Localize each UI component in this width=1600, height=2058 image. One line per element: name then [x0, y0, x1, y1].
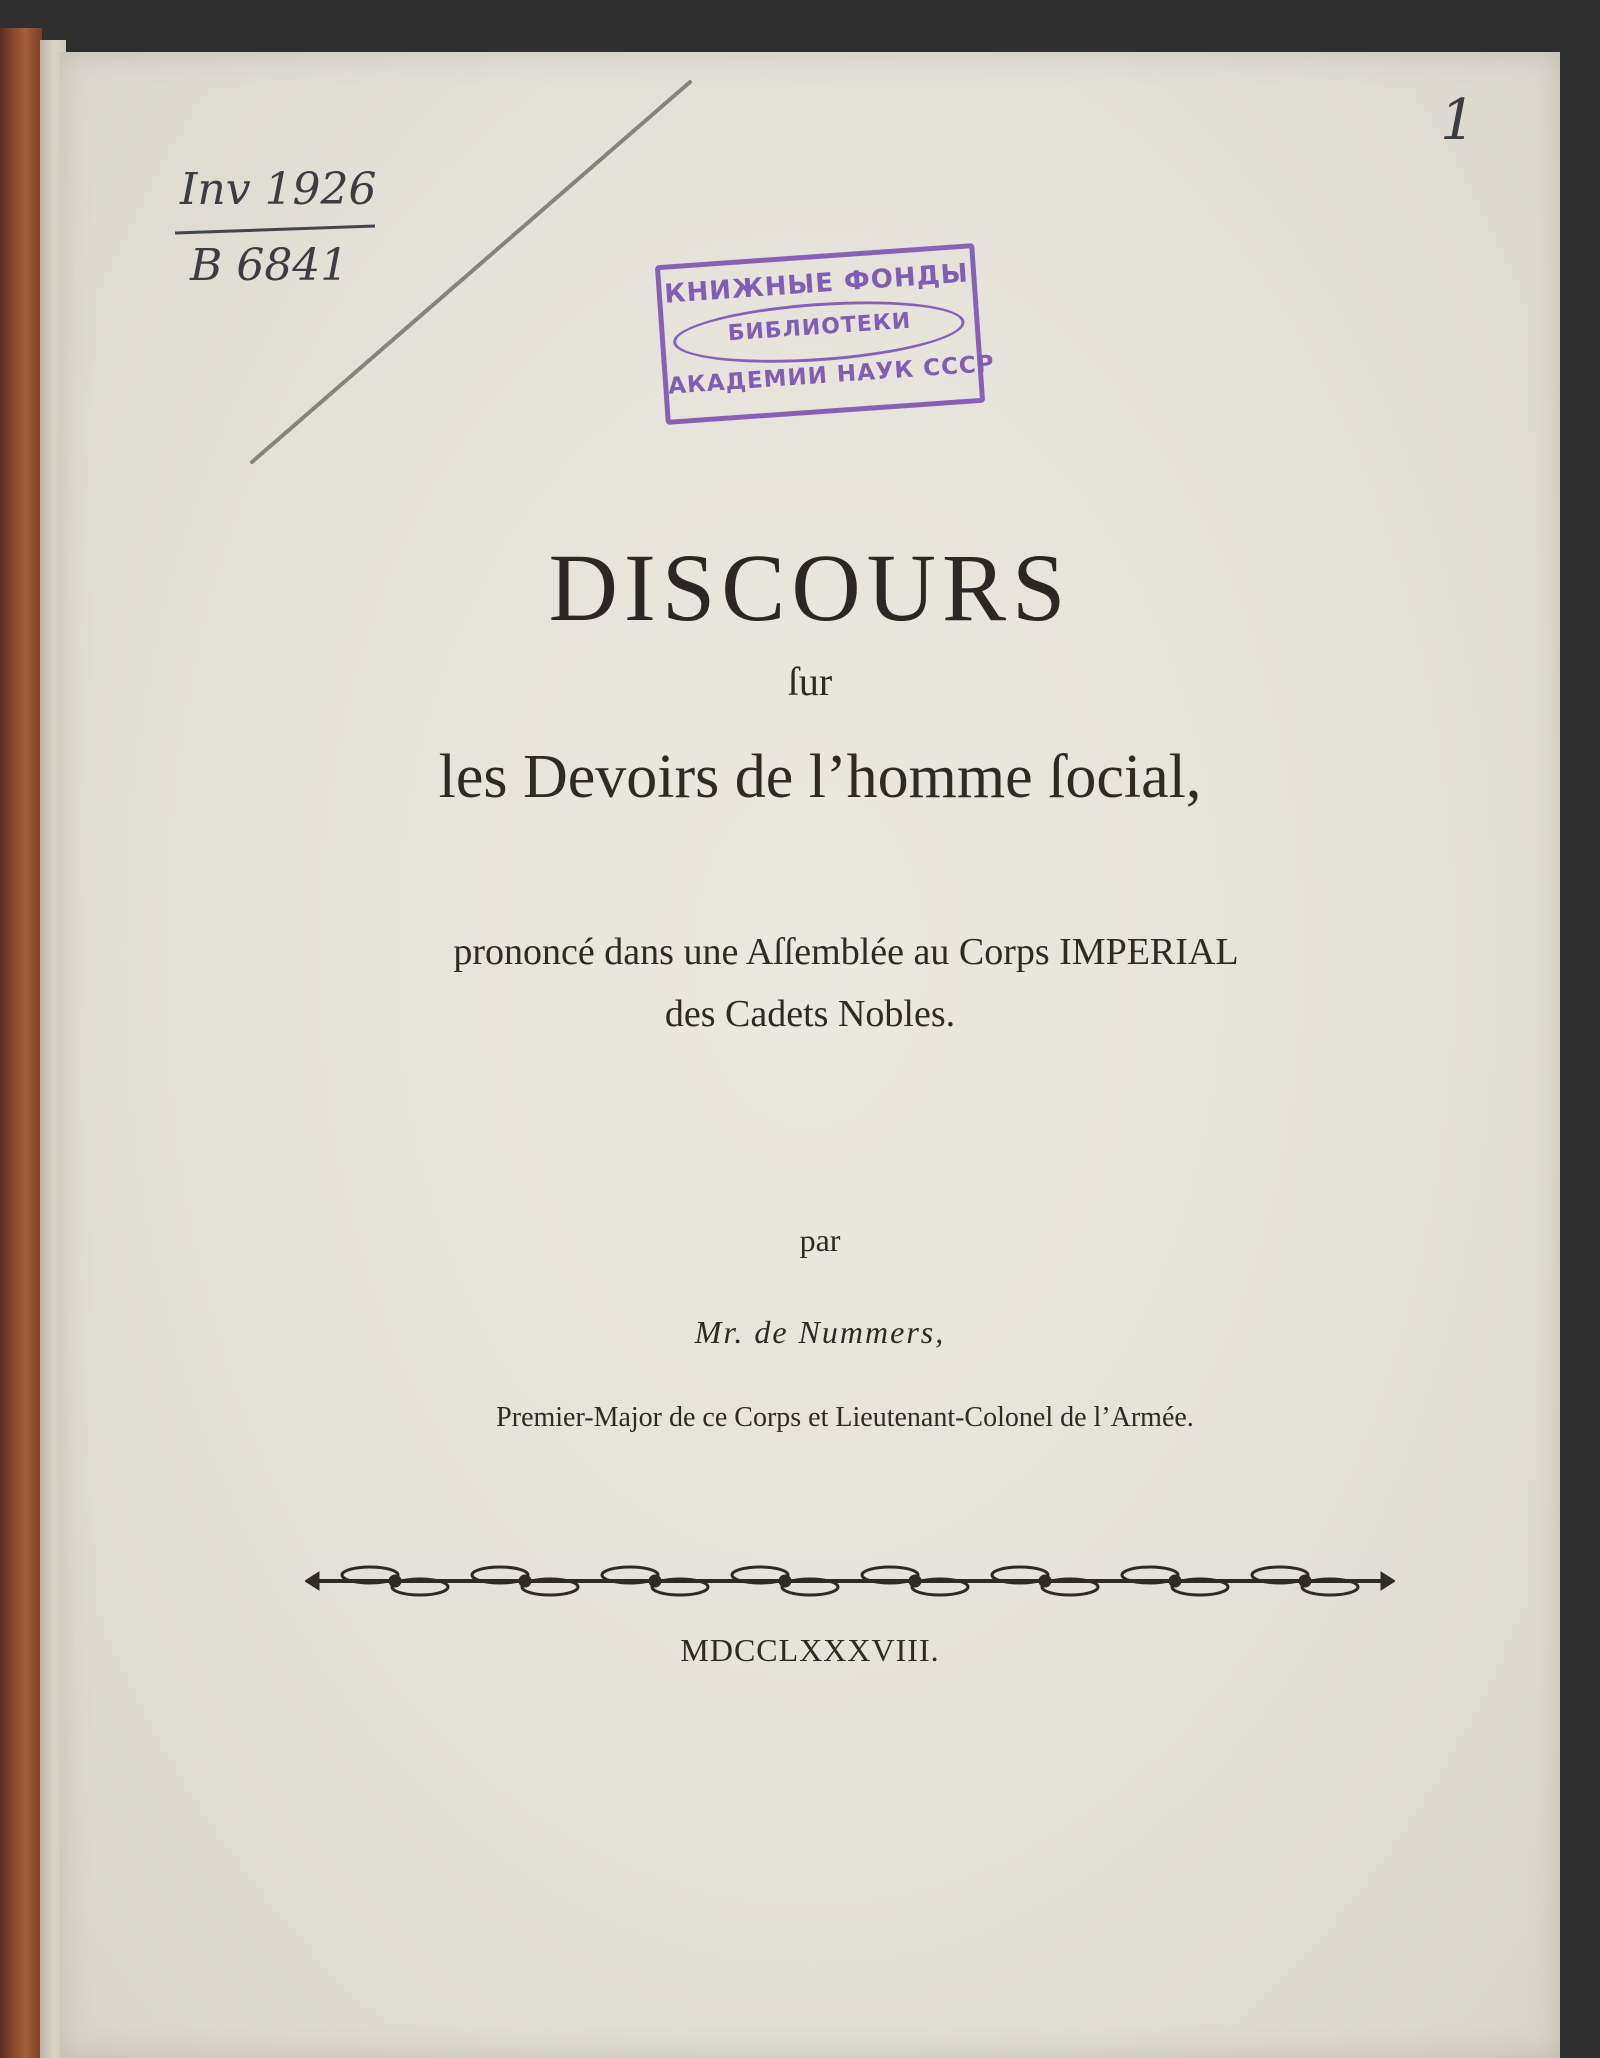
publication-year: MDCCLXXXVIII.	[680, 1632, 940, 1668]
shelfmark-line-1: Inv 1926	[180, 164, 377, 215]
author-name: Mr. de Nummers,	[694, 1314, 946, 1350]
library-stamp	[655, 243, 996, 425]
main-title: DISCOURS	[548, 534, 1072, 641]
shelfmark-line-2: B 6841	[190, 240, 349, 291]
subtitle: les Devoirs de l’homme ſocial,	[438, 743, 1202, 811]
title-page	[60, 52, 1560, 2058]
stamp-line-2: БИБЛИОТЕКИ	[727, 308, 913, 347]
description-line-1: prononcé dans une Aſſemblée au Corps IMPERIAL	[453, 931, 1239, 973]
stamp-line-3: АКАДЕМИИ НАУК СССР	[667, 350, 996, 400]
description-line-2: des Cadets Nobles.	[664, 993, 956, 1035]
author-rank: Premier-Major de ce Corps et Lieutenant-Colonel de l’Armée.	[496, 1402, 1194, 1433]
page-number: 1	[1440, 88, 1476, 153]
title-connector: ſur	[787, 659, 833, 704]
by-line: par	[799, 1222, 841, 1258]
stamp-line-1: КНИЖНЫЕ ФОНДЫ	[663, 258, 970, 310]
book-spine	[0, 28, 42, 2058]
floral-rule-ornament-icon	[305, 1560, 1395, 1602]
